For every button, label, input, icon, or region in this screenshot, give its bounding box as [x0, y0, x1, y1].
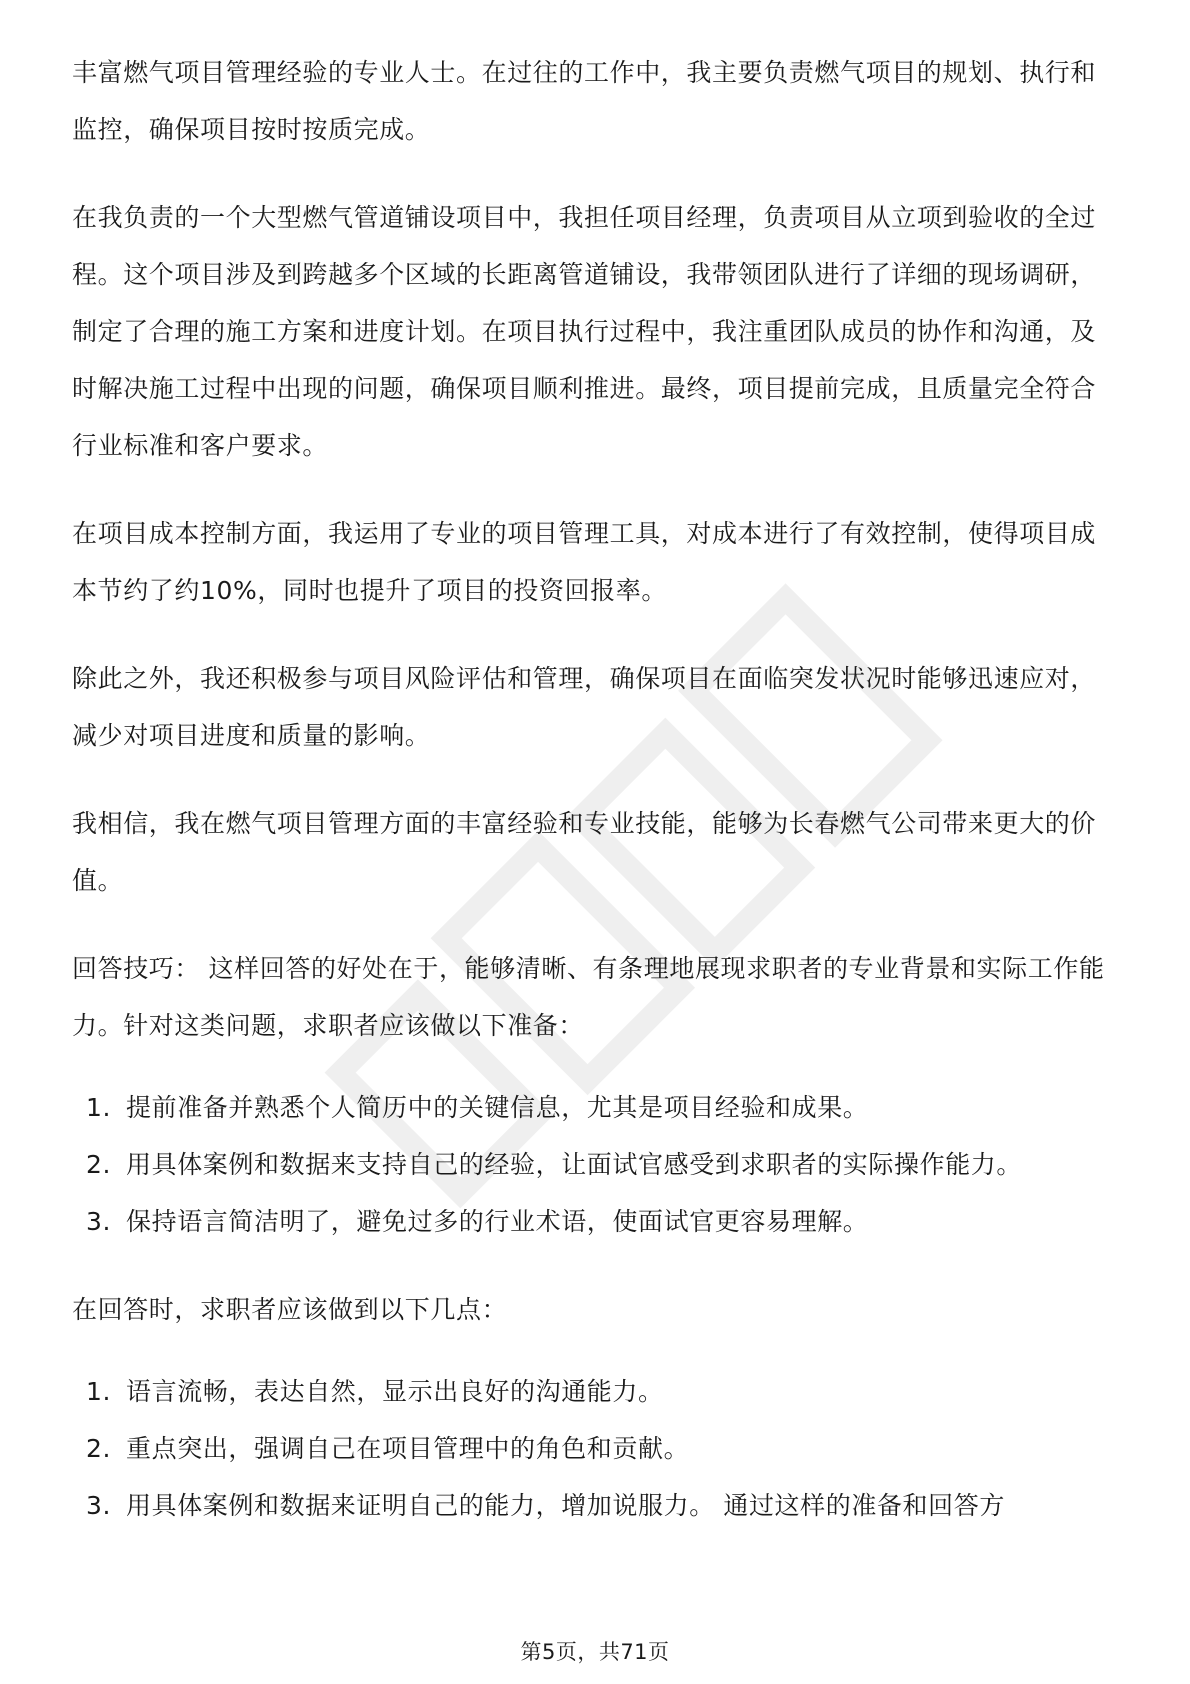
- list-item: [72, 1136, 1120, 1193]
- paragraph-conclusion: 我相信，我在燃气项目管理方面的丰富经验和专业技能，能够为长春燃气公司带来更大的价值。: [72, 809, 1097, 895]
- list-text: 保持语言简洁明了，避免过多的行业术语，使面试官更容易理解。: [126, 1207, 869, 1236]
- list-text: 用具体案例和数据来证明自己的能力，增加说服力。 通过这样的准备和回答方: [126, 1491, 1005, 1520]
- list-number: 2.: [86, 1434, 112, 1463]
- paragraph-tips: 回答技巧： 这样回答的好处在于，能够清晰、有条理地展现求职者的专业背景和实际工作能力。针对这类问题，求职者应该做以下准备：: [72, 954, 1105, 1040]
- list-number: 1.: [86, 1093, 112, 1122]
- list-text: 语言流畅，表达自然，显示出良好的沟通能力。: [126, 1377, 664, 1406]
- answer-list: [72, 1363, 1120, 1534]
- paragraph-cost: 在项目成本控制方面，我运用了专业的项目管理工具，对成本进行了有效控制，使得项目成本节约了约10%，同时也提升了项目的投资回报率。: [72, 519, 1097, 605]
- paragraph-project: 在我负责的一个大型燃气管道铺设项目中，我担任项目经理，负责项目从立项到验收的全过程。这个项目涉及到跨越多个区域的长距离管道铺设，我带领团队进行了详细的现场调研，制定了合理的施工方案和进度计划。在项目执行过程中，我注重团队成员的协作和沟通，及时解决施工过程中出现的问题，确保项目顺利推进。最终，项目提前完成，且质量完全符合行业标准和客户要求。: [72, 203, 1097, 460]
- list-number: 3.: [86, 1491, 112, 1520]
- list-text: 提前准备并熟悉个人简历中的关键信息，尤其是项目经验和成果。: [126, 1093, 869, 1122]
- list-number: 1.: [86, 1377, 112, 1406]
- page-number-footer: 第5页，共71页: [520, 1640, 670, 1664]
- paragraph-intro: 丰富燃气项目管理经验的专业人士。在过往的工作中，我主要负责燃气项目的规划、执行和监控，确保项目按时按质完成。: [72, 58, 1097, 144]
- list-number: 3.: [86, 1207, 112, 1236]
- paragraph-risk: 除此之外，我还积极参与项目风险评估和管理，确保项目在面临突发状况时能够迅速应对，减少对项目进度和质量的影响。: [72, 664, 1097, 750]
- list-item: [72, 1420, 1120, 1477]
- list-number: 2.: [86, 1150, 112, 1179]
- list-item: [72, 1193, 1120, 1250]
- list-item: [72, 1079, 1120, 1136]
- list-item: [72, 1477, 1120, 1534]
- list-text: 重点突出，强调自己在项目管理中的角色和贡献。: [126, 1434, 690, 1463]
- list-item: [72, 1363, 1120, 1420]
- list-text: 用具体案例和数据来支持自己的经验，让面试官感受到求职者的实际操作能力。: [126, 1150, 1023, 1179]
- prep-list: [72, 1079, 1120, 1250]
- document-body: [72, 44, 1120, 1565]
- answer-intro: 在回答时，求职者应该做到以下几点：: [72, 1295, 508, 1324]
